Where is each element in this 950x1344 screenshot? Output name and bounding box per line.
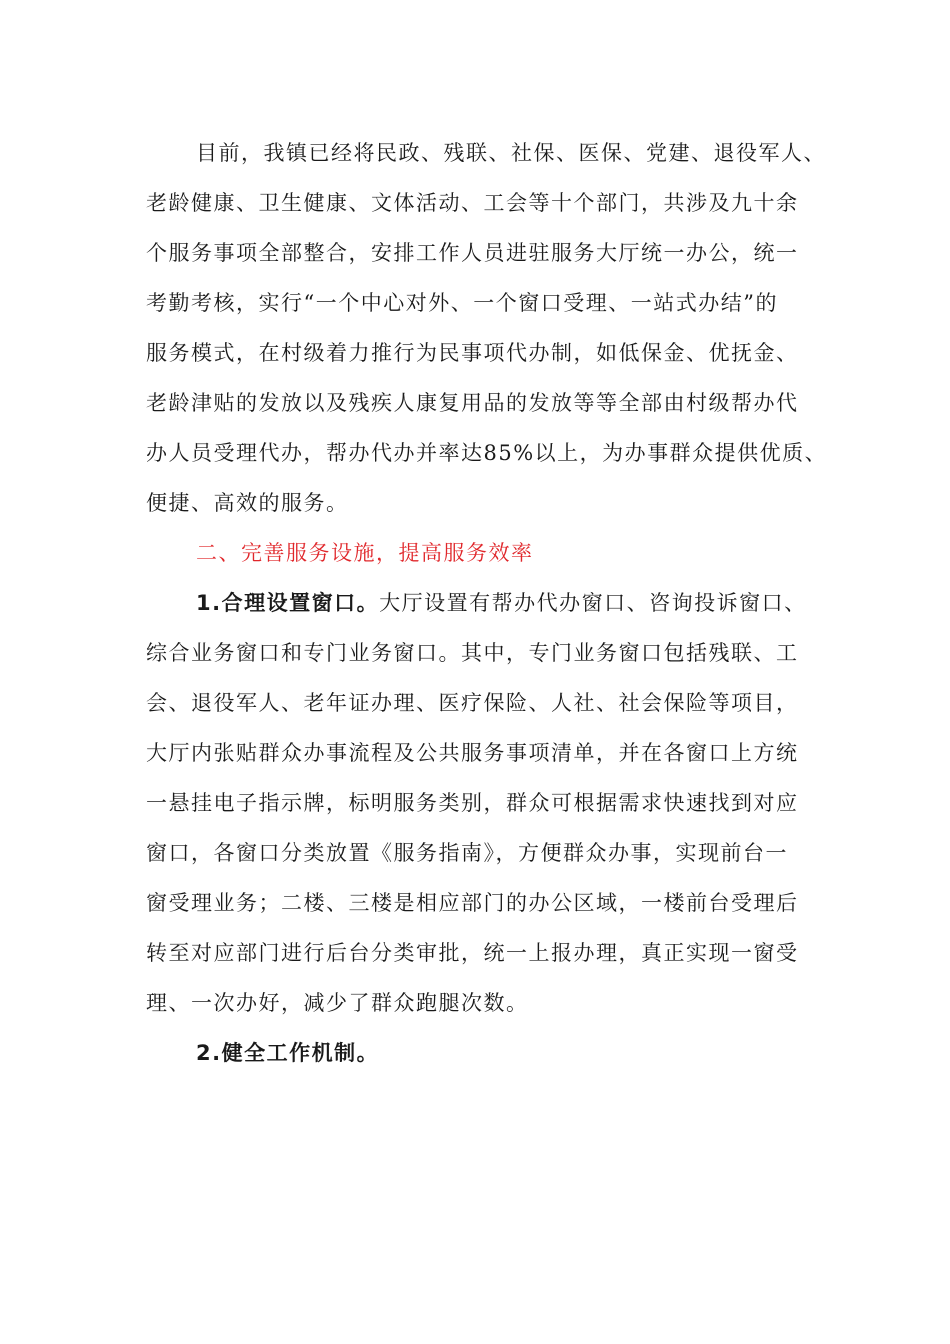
- text-line: 目前，我镇已经将民政、残联、社保、医保、党建、退役军人、: [196, 141, 826, 165]
- text-line: 一悬挂电子指示牌，标明服务类别，群众可根据需求快速找到对应: [146, 791, 799, 815]
- section-heading-2: [146, 528, 826, 578]
- paragraph-work-mechanism: [146, 1028, 826, 1078]
- text-line: 便捷、高效的服务。: [146, 491, 349, 515]
- text-line: 转至对应部门进行后台分类审批，统一上报办理，真正实现一窗受: [146, 941, 799, 965]
- text-line: 个服务事项全部整合，安排工作人员进驻服务大厅统一办公，统一: [146, 241, 799, 265]
- text-line: 考勤考核，实行“一个中心对外、一个窗口受理、一站式办结”的: [146, 291, 778, 315]
- paragraph-service-integration: [146, 128, 826, 528]
- document-body: [146, 128, 826, 1078]
- text-line: 理、一次办好，减少了群众跑腿次数。: [146, 991, 529, 1015]
- paragraph-window-setup: [146, 578, 826, 1028]
- text-line: 窗口，各窗口分类放置《服务指南》，方便群众办事，实现前台一: [146, 841, 788, 865]
- text-line: 老龄津贴的发放以及残疾人康复用品的发放等等全部由村级帮办代: [146, 391, 799, 415]
- section-heading-text: 二、完善服务设施，提高服务效率: [196, 541, 534, 565]
- text-line: 办人员受理代办，帮办代办并率达85%以上，为办事群众提供优质、: [146, 441, 828, 465]
- subheading-window-setup: 1.合理设置窗口。: [196, 591, 380, 615]
- text-line: 老龄健康、卫生健康、文体活动、工会等十个部门，共涉及九十余: [146, 191, 799, 215]
- text-line: 综合业务窗口和专门业务窗口。其中，专门业务窗口包括残联、工: [146, 641, 799, 665]
- subheading-work-mechanism: 2.健全工作机制。: [196, 1041, 380, 1065]
- text-line: 服务模式，在村级着力推行为民事项代办制，如低保金、优抚金、: [146, 341, 799, 365]
- text-line: 大厅内张贴群众办事流程及公共服务事项清单，并在各窗口上方统: [146, 741, 799, 765]
- text-line-rest: 大厅设置有帮办代办窗口、咨询投诉窗口、: [379, 591, 807, 615]
- text-line: 窗受理业务；二楼、三楼是相应部门的办公区域，一楼前台受理后: [146, 891, 799, 915]
- text-line: 会、退役军人、老年证办理、医疗保险、人社、社会保险等项目，: [146, 691, 799, 715]
- text-line-first: [146, 578, 826, 628]
- text-line-first: [146, 1028, 826, 1078]
